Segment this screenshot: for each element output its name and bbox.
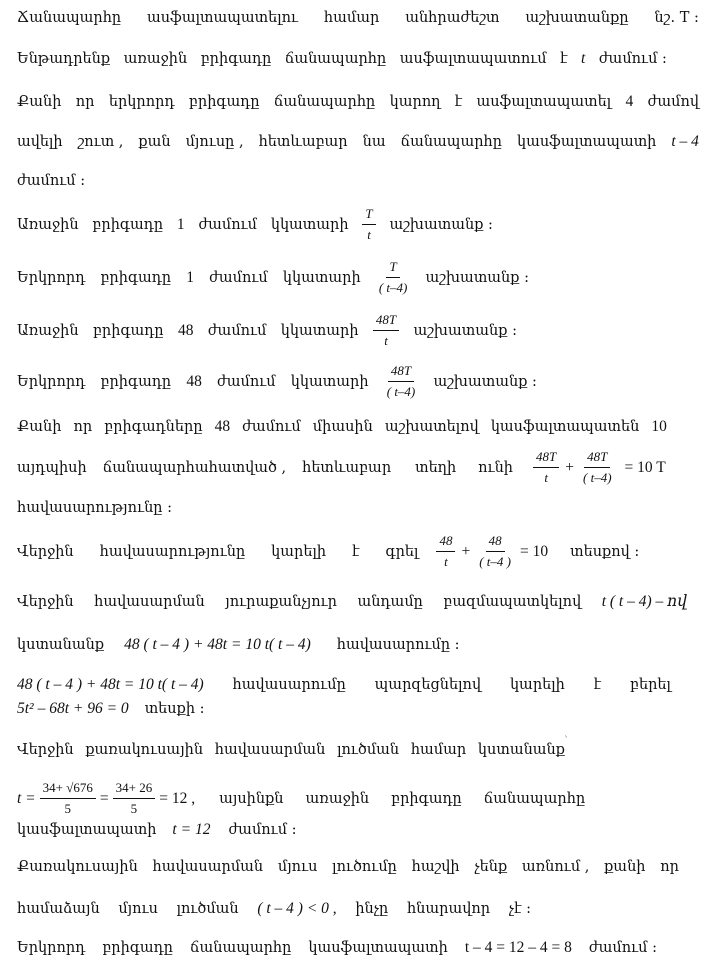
word: կկատարի xyxy=(290,373,369,390)
word: պարզեցնելով xyxy=(374,677,482,693)
word: է xyxy=(593,677,602,693)
equation: t – 4 = 12 – 4 = 8 xyxy=(464,939,572,956)
word: հավասարման xyxy=(152,859,264,875)
inequality: ( t – 4 ) < 0 , xyxy=(257,900,337,917)
word: հետևաբար xyxy=(258,134,348,150)
word: է xyxy=(560,51,568,67)
word: բրիգադը xyxy=(391,790,462,807)
fraction xyxy=(436,533,455,570)
word: որ xyxy=(660,859,679,875)
number: 48 xyxy=(214,418,231,435)
text-line-8 xyxy=(17,312,517,349)
word: լուծման xyxy=(176,901,239,917)
word: աշխատանք : xyxy=(389,216,493,233)
word: Առաջին xyxy=(17,322,79,339)
text-line-18 xyxy=(17,742,565,758)
expression: t – 4 xyxy=(671,133,699,150)
word: աշխատելով xyxy=(384,419,479,435)
text-line-19 xyxy=(17,780,677,817)
text-line-9 xyxy=(17,363,537,400)
number: 48 xyxy=(177,321,194,339)
text-line-6 xyxy=(17,206,493,243)
word: նա xyxy=(362,134,386,150)
word: ժամում xyxy=(209,269,268,286)
number: 48 xyxy=(186,372,202,390)
word: աշխատանք : xyxy=(413,322,517,339)
word: երկրորդ xyxy=(108,94,175,110)
word: կարելի xyxy=(509,677,565,693)
word: բրիգադը xyxy=(92,216,164,233)
word: գրել xyxy=(385,543,419,560)
word: Ճանապարհը xyxy=(17,10,122,26)
stray-mark: ` xyxy=(564,736,569,747)
word: Վերջին xyxy=(17,742,74,758)
word: ասֆալտապատել xyxy=(476,94,612,110)
word: ճանապարհահատված , xyxy=(102,459,287,476)
denominator: ( t–4) xyxy=(378,280,408,295)
word: միասին xyxy=(312,419,373,435)
word: կկատարի xyxy=(270,216,349,233)
fraction xyxy=(373,312,399,349)
equals-sign: = xyxy=(99,789,109,807)
word: համաձայն xyxy=(17,901,100,917)
word: համար xyxy=(323,10,380,26)
word: աշխատանք : xyxy=(433,373,537,390)
text-line-12 xyxy=(17,500,699,516)
word: Երկրորդ xyxy=(17,373,86,390)
word: հնարավոր xyxy=(406,901,491,917)
denominator: t xyxy=(384,333,388,348)
denominator: t xyxy=(444,554,448,569)
text-line-17 xyxy=(17,700,699,718)
word: բազմապատկելով xyxy=(443,593,582,610)
number: 4 xyxy=(625,93,634,110)
word: կստանանք xyxy=(17,637,105,653)
text-line-13 xyxy=(17,533,640,570)
word: ճանապարհը xyxy=(400,134,502,150)
word: այդպիսի xyxy=(17,459,87,476)
word: որ xyxy=(73,419,93,435)
word: բրիգադը xyxy=(188,94,260,110)
word: ասֆալտապատում xyxy=(399,51,547,67)
equation: t = 12 xyxy=(172,821,211,838)
word: կկատարի xyxy=(282,269,361,286)
text-line-11 xyxy=(17,449,677,486)
equation-rhs: = 10 T xyxy=(624,458,666,476)
word: հավասարման xyxy=(214,742,326,758)
variable-t: t xyxy=(581,50,586,67)
word: ունի xyxy=(478,459,514,476)
word: ժամում xyxy=(242,419,301,435)
word: հավասարումը : xyxy=(336,637,460,653)
word: Վերջին xyxy=(17,543,74,560)
word: ժամում xyxy=(217,373,276,390)
word: անդամը xyxy=(357,593,423,610)
text-line-21 xyxy=(17,859,679,875)
result: = 12 , xyxy=(159,789,196,807)
word: առնում , xyxy=(521,859,590,875)
word: չենք xyxy=(474,859,508,875)
word: տեսքի : xyxy=(144,701,205,717)
text-line-22 xyxy=(17,900,531,918)
word: առաջին xyxy=(305,790,370,807)
word: տեսքով : xyxy=(570,543,640,560)
word: ճանապարհը xyxy=(273,94,376,110)
fraction xyxy=(580,449,615,486)
word: հետևաբար xyxy=(302,459,392,476)
text-line-7 xyxy=(17,259,529,296)
word: կստանանք xyxy=(477,742,565,758)
equation: 48 ( t – 4 ) + 48t = 10 t( t – 4) xyxy=(17,676,204,693)
text-line-1 xyxy=(17,10,699,26)
word: քանի xyxy=(604,859,646,875)
numerator: 34+ √676 xyxy=(40,780,96,799)
denominator: 5 xyxy=(64,801,72,816)
word: համար xyxy=(410,742,467,758)
word: Առաջին xyxy=(17,216,79,233)
word: լուծումը xyxy=(332,859,397,875)
word: ճանապարհը xyxy=(284,51,387,67)
numerator: 48T xyxy=(533,449,559,468)
word: որ xyxy=(75,94,95,110)
word: հավասարման xyxy=(94,593,205,610)
word: լուծման xyxy=(337,742,400,758)
word: ժամում : xyxy=(598,51,667,67)
number: 1 xyxy=(176,215,185,233)
denominator: 5 xyxy=(130,801,138,816)
word: յուրաքանչյուր xyxy=(225,593,337,610)
expression: t ( t – 4) – ով xyxy=(601,593,687,610)
word: անհրաժեշտ xyxy=(405,10,500,26)
numerator: 48 xyxy=(436,533,455,552)
plus-sign: + xyxy=(565,458,574,476)
word: կարող xyxy=(389,94,441,110)
word: աշխատանքը xyxy=(525,10,629,26)
word: ասֆալտապատելու xyxy=(147,10,299,26)
plus-sign: + xyxy=(461,542,471,560)
word: ճանապարհը xyxy=(483,790,586,807)
word: կկատարի xyxy=(280,322,359,339)
numerator: T xyxy=(386,259,399,278)
word: ժամում : xyxy=(588,940,657,956)
word: բրիգադը xyxy=(102,940,173,956)
fraction xyxy=(362,206,375,243)
equation: 5t² – 68t + 96 = 0 xyxy=(17,700,129,717)
numerator: 34+ 26 xyxy=(113,780,156,799)
word: հավասարումը xyxy=(232,677,346,693)
word: հավասարությունը : xyxy=(17,500,173,516)
text-line-5 xyxy=(17,173,699,189)
text-line-15 xyxy=(17,636,699,654)
numerator: 48T xyxy=(388,363,414,382)
word: կասֆալտապատի xyxy=(516,134,657,150)
numerator: 48T xyxy=(373,312,399,331)
fraction xyxy=(476,533,514,570)
word: ժամով xyxy=(647,94,699,110)
fraction xyxy=(384,363,419,400)
word: քառակուսային xyxy=(85,742,204,758)
word: ճանապարհը xyxy=(189,940,292,956)
word: կասֆալտապատի xyxy=(17,822,157,838)
fraction xyxy=(40,780,96,817)
word: է xyxy=(352,543,360,560)
word: մյուսը , xyxy=(185,134,244,150)
text-line-20 xyxy=(17,821,699,839)
word: ժամում xyxy=(198,216,258,233)
equation-rhs: = 10 xyxy=(520,542,549,560)
fraction xyxy=(113,780,156,817)
word: չէ : xyxy=(508,901,531,917)
numerator: 48T xyxy=(584,449,610,468)
word: հաշվի xyxy=(411,859,460,875)
word: ժամում : xyxy=(228,822,297,838)
word: Երկրորդ xyxy=(17,940,86,956)
text-line-3 xyxy=(17,93,699,111)
text-line-14 xyxy=(17,592,687,611)
denominator: t xyxy=(544,470,548,485)
word: հավասարությունը xyxy=(99,543,246,560)
word: Քառակուսային xyxy=(17,859,138,875)
word: մյուս xyxy=(277,859,318,875)
word: ժամում : xyxy=(17,173,86,189)
word: բրիգադը xyxy=(100,269,172,286)
word: ինչը xyxy=(355,901,389,917)
variable-t: t = xyxy=(17,789,36,807)
word: կարելի xyxy=(271,543,327,560)
word: մյուս xyxy=(118,901,158,917)
text-line-2 xyxy=(17,50,667,68)
word: առաջին xyxy=(123,51,188,67)
denominator: ( t–4 ) xyxy=(479,554,511,569)
word: այսինքն xyxy=(219,790,284,807)
number: 1 xyxy=(186,268,195,286)
word: բերել xyxy=(630,677,671,693)
word: քան xyxy=(138,134,171,150)
word: բրիգադը xyxy=(92,322,164,339)
denominator: ( t–4) xyxy=(583,470,612,485)
text-line-4 xyxy=(17,133,699,151)
text-line-10 xyxy=(17,418,667,436)
numerator: 48 xyxy=(486,533,505,552)
number: 10 xyxy=(651,418,667,435)
numerator: T xyxy=(362,206,375,225)
denominator: t xyxy=(367,227,371,242)
word: բրիգադները xyxy=(104,419,203,435)
word: Ենթադրենք xyxy=(17,51,111,67)
word: շուտ , xyxy=(77,134,124,150)
denominator: ( t–4) xyxy=(386,384,416,399)
word: Երկրորդ xyxy=(17,269,86,286)
word: բրիգադը xyxy=(100,373,172,390)
equation: 48 ( t – 4 ) + 48t = 10 t( t – 4) xyxy=(124,636,311,653)
word: է xyxy=(454,94,463,110)
word: Քանի xyxy=(17,94,62,110)
word: տեղի xyxy=(415,459,457,476)
text-line-23 xyxy=(17,939,657,957)
word: ավելի xyxy=(17,134,63,150)
fraction xyxy=(533,449,559,486)
word: բրիգադը xyxy=(200,51,272,67)
word: կասֆալտապատի xyxy=(308,940,448,956)
word: Վերջին xyxy=(17,593,74,610)
word: ժամում xyxy=(207,322,267,339)
fraction xyxy=(376,259,411,296)
word: կասֆալտապատեն xyxy=(490,419,640,435)
word: նշ․ T : xyxy=(654,10,699,26)
word: Քանի xyxy=(17,419,62,435)
word: աշխատանք : xyxy=(425,269,529,286)
text-line-16 xyxy=(17,676,671,694)
